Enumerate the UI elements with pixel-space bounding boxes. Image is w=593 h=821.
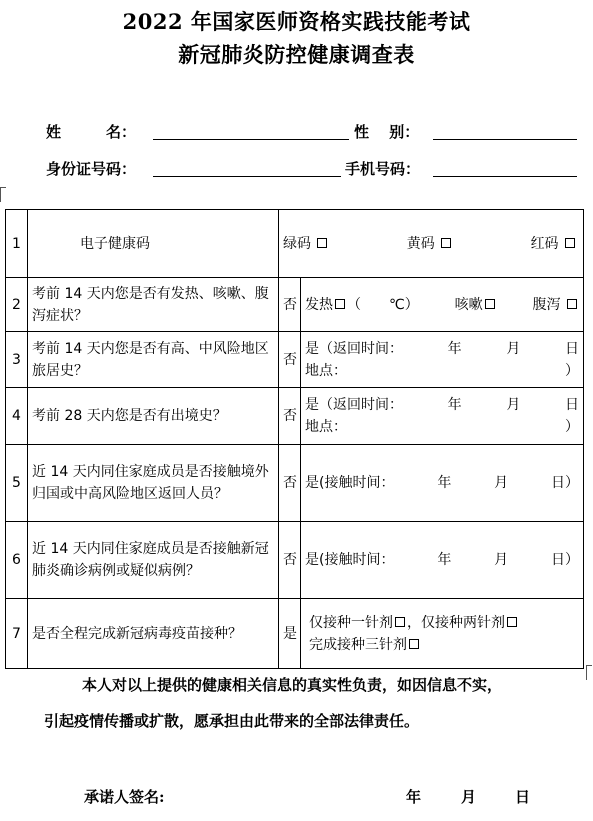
cough-option[interactable]: 咳嗽 [455, 294, 497, 316]
page-subtitle: 新冠肺炎防控健康调查表 [178, 42, 415, 67]
gender-label: 性 别： [354, 123, 420, 141]
name-label: 姓 名： [46, 123, 137, 141]
margin-marker [586, 665, 592, 680]
fever-checkbox[interactable] [335, 299, 345, 309]
fever-option[interactable]: 发热 （ ℃） [305, 296, 419, 313]
row-number: 2 [6, 278, 28, 332]
gender-field[interactable] [433, 139, 577, 140]
row-number: 4 [6, 388, 28, 445]
health-code-options [279, 210, 584, 278]
row-number: 1 [6, 210, 28, 278]
red-code-checkbox[interactable] [565, 238, 575, 248]
yellow-code-checkbox[interactable] [441, 238, 451, 248]
table-row [6, 278, 584, 332]
green-code-option[interactable]: 绿码 [283, 233, 329, 255]
margin-marker [0, 187, 6, 202]
health-code-label: 电子健康码 [28, 210, 279, 278]
name-field[interactable] [153, 139, 349, 140]
question-text: 近 14 天内同住家庭成员是否接触境外归国或中高风险地区返回人员？ [28, 445, 279, 522]
question-text: 近 14 天内同住家庭成员是否接触新冠肺炎确诊病例或疑似病例？ [28, 522, 279, 599]
question-text: 考前 28 天内您是否有出境史？ [28, 388, 279, 445]
abroad-detail[interactable]: 是（返回时间： 年 月 日 地点： ） [301, 388, 584, 445]
health-survey-table [5, 209, 584, 669]
green-code-checkbox[interactable] [317, 238, 327, 248]
one-dose-option[interactable]: 仅接种一针剂 [309, 615, 407, 631]
table-row [6, 522, 584, 599]
one-dose-checkbox[interactable] [395, 617, 405, 627]
phone-label: 手机号码： [345, 160, 421, 178]
red-code-option[interactable]: 红码 [531, 233, 577, 255]
answer-cell: 否 [279, 278, 301, 332]
diarrhea-option[interactable]: 腹泻 [533, 294, 579, 316]
table-row [6, 445, 584, 522]
pledge-line-2: 引起疫情传播或扩散，愿承担由此带来的全部法律责任。 [44, 712, 420, 730]
answer-cell: 否 [279, 445, 301, 522]
signature-label: 承诺人签名: [84, 788, 165, 806]
answer-cell: 否 [279, 388, 301, 445]
table-row [6, 210, 584, 278]
travel-detail[interactable]: 是（返回时间： 年 月 日 地点： ） [301, 332, 584, 388]
answer-cell: 是 [279, 599, 301, 669]
yellow-code-option[interactable]: 黄码 [407, 233, 453, 255]
contact-detail[interactable]: 是(接触时间： 年 月 日） [301, 445, 584, 522]
three-dose-option[interactable]: 完成接种三针剂 [309, 637, 421, 653]
two-dose-checkbox[interactable] [507, 617, 517, 627]
vaccine-options [301, 599, 584, 669]
phone-field[interactable] [433, 176, 577, 177]
signature-day: 日 [515, 788, 531, 806]
row-number: 3 [6, 332, 28, 388]
row-number: 6 [6, 522, 28, 599]
cough-checkbox[interactable] [485, 299, 495, 309]
signature-year: 年 [406, 788, 422, 806]
signature-month: 月 [461, 788, 477, 806]
id-number-label: 身份证号码： [46, 160, 137, 178]
question-text: 考前 14 天内您是否有发热、咳嗽、腹泻症状？ [28, 278, 279, 332]
row-number: 7 [6, 599, 28, 669]
page-title: 2022 年国家医师资格实践技能考试 [122, 9, 471, 34]
id-number-field[interactable] [153, 176, 341, 177]
symptom-options [301, 278, 584, 332]
answer-cell: 否 [279, 522, 301, 599]
answer-cell: 否 [279, 332, 301, 388]
table-row [6, 388, 584, 445]
diarrhea-checkbox[interactable] [567, 299, 577, 309]
row-number: 5 [6, 445, 28, 522]
pledge-line-1: 本人对以上提供的健康相关信息的真实性负责，如因信息不实， [82, 676, 503, 694]
table-row [6, 599, 584, 669]
question-text: 考前 14 天内您是否有高、中风险地区旅居史？ [28, 332, 279, 388]
three-dose-checkbox[interactable] [409, 639, 419, 649]
question-text: 是否全程完成新冠病毒疫苗接种？ [28, 599, 279, 669]
two-dose-option[interactable]: ，仅接种两针剂 [407, 615, 519, 631]
table-row [6, 332, 584, 388]
case-contact-detail[interactable]: 是(接触时间： 年 月 日） [301, 522, 584, 599]
